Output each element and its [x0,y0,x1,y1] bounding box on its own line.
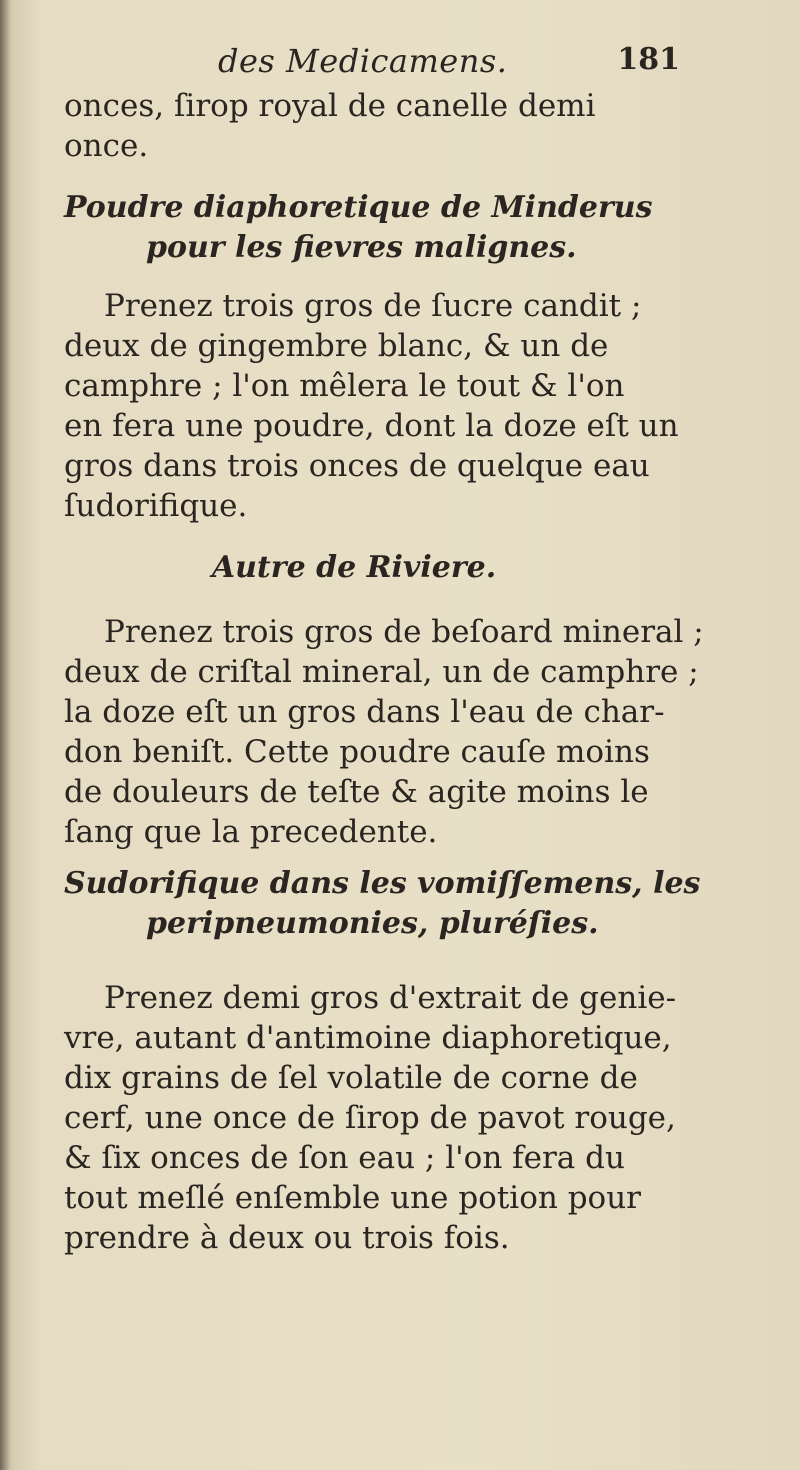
text-line: de douleurs de teſte & agite moins le [64,774,649,810]
text-line: la doze eſt un gros dans l'eau de char- [64,694,665,730]
heading-line: pour les fievres malignes. [146,230,577,265]
paragraph-riviere [64,612,704,852]
text-line: & ſix onces de ſon eau ; l'on fera du [64,1140,625,1176]
text-line: tout meſlé enſemble une potion pour [64,1180,641,1216]
text-line: ſudorifique. [64,488,248,524]
text-line: onces, ſirop royal de canelle demi [64,88,596,124]
text-line: don beniſt. Cette poudre cauſe moins [64,734,650,770]
page-header [60,42,680,86]
section-heading-sudorifique [64,864,701,944]
heading-line: Autre de Riviere. [211,550,497,585]
text-line: prendre à deux ou trois fois. [64,1220,510,1256]
text-line: dix grains de ſel volatile de corne de [64,1060,638,1096]
paragraph-sudorifique [64,978,684,1258]
text-line: vre, autant d'antimoine diaphoretique, [64,1020,672,1056]
text-line: cerf, une once de ſirop de pavot rouge, [64,1100,676,1136]
text-line: camphre ; l'on mêlera le tout & l'on [64,368,625,404]
text-line: once. [64,128,149,164]
text-line: gros dans trois onces de quelque eau [64,448,650,484]
text-line: deux de gingembre blanc, & un de [64,328,609,364]
text-line: ſang que la precedente. [64,814,438,850]
paragraph-minderus [64,286,684,526]
page-gutter-shadow [0,0,10,1470]
text-line: Prenez demi gros d'extrait de genie- [104,980,677,1016]
section-heading-minderus [64,188,684,268]
heading-line: Poudre diaphoretique de Minderus [64,190,653,225]
running-head: des Medicamens. [218,42,508,80]
text-line: deux de criſtal mineral, un de camphre ; [64,654,699,690]
text-line: en fera une poudre, dont la doze eſt un [64,408,679,444]
page-number: 181 [617,42,680,77]
paragraph-continuation [64,86,684,166]
text-line: Prenez trois gros de ſucre candit ; [104,288,642,324]
section-heading-riviere [64,548,684,588]
text-line: Prenez trois gros de beſoard mineral ; [104,614,704,650]
heading-line: Sudorifique dans les vomiſſemens, les [64,866,701,901]
heading-line: peripneumonies, pluréſies. [146,906,599,941]
